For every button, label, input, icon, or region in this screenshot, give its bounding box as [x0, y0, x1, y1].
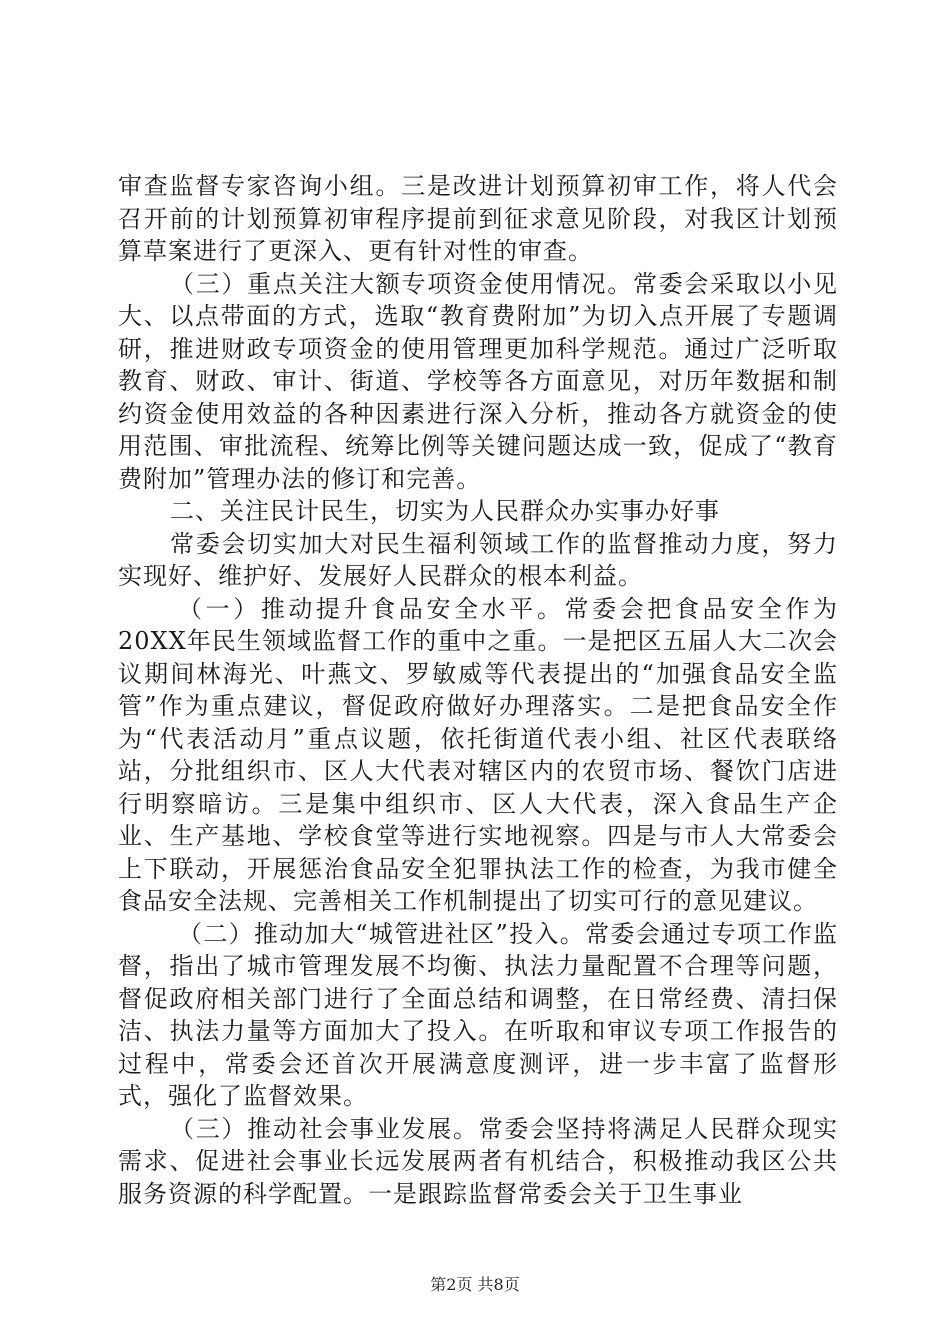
paragraph-urban-management: （二）推动加大“城管进社区”投入。常委会通过专项工作监督，指出了城市管理发展不均衡、执法力量配置不合理等问题，督促政府相关部门进行了全面总结和调整，在日常经费、清扫保洁、执法力量等方面加大了投入。在听取和审议专项工作报告的过程中，常委会还首次开展满意度测评，进一步丰富了监督形式，强化了监督效果。 [118, 919, 838, 1110]
paragraph-continuation: 审查监督专家咨询小组。三是改进计划预算初审工作，将人代会召开前的计划预算初审程序提前到征求意见阶段，对我区计划预算草案进行了更深入、更有针对性的审查。 [118, 172, 838, 265]
document-body [118, 170, 838, 1210]
paragraph-special-funds: （三）重点关注大额专项资金使用情况。常委会采取以小见大、以点带面的方式，选取“教育费附加”为切入点开展了专题调研，推进财政专项资金的使用管理更加科学规范。通过广泛听取教育、财政、审计、街道、学校等各方面意见，对历年数据和制约资金使用效益的各种因素进行深入分析，推动各方就资金的使用范围、审批流程、统筹比例等关键问题达成一致，促成了“教育费附加”管理办法的修订和完善。 [118, 269, 838, 493]
paragraph-livelihood-intro: 常委会切实加大对民生福利领域工作的监督推动力度，努力实现好、维护好、发展好人民群众的根本利益。 [118, 529, 838, 590]
page-number-footer: 第2页 共8页 [430, 1275, 520, 1294]
paragraph-food-safety: （一）推动提升食品安全水平。常委会把食品安全作为20XX年民生领域监督工作的重中之重。一是把区五届人大二次会议期间林海光、叶燕文、罗敏威等代表提出的“加强食品安全监管”作为重点建议，督促政府做好办理落实。二是把食品安全作为“代表活动月”重点议题，依托街道代表小组、社区代表联络站，分批组织市、区人大代表对辖区内的农贸市场、餐饮门店进行明察暗访。三是集中组织市、区人大代表，深入食品生产企业、生产基地、学校食堂等进行实地视察。四是与市人大常委会上下联动，开展惩治食品安全犯罪执法工作的检查，为我市健全食品安全法规、完善相关工作机制提出了切实可行的意见建议。 [118, 594, 838, 915]
paragraph-social-services: （三）推动社会事业发展。常委会坚持将满足人民群众现实需求、促进社会事业长远发展两者有机结合，积极推动我区公共服务资源的科学配置。一是跟踪监督常委会关于卫生事业 [118, 1114, 838, 1208]
section-heading-livelihood: 二、关注民计民生，切实为人民群众办实事办好事 [170, 497, 720, 525]
